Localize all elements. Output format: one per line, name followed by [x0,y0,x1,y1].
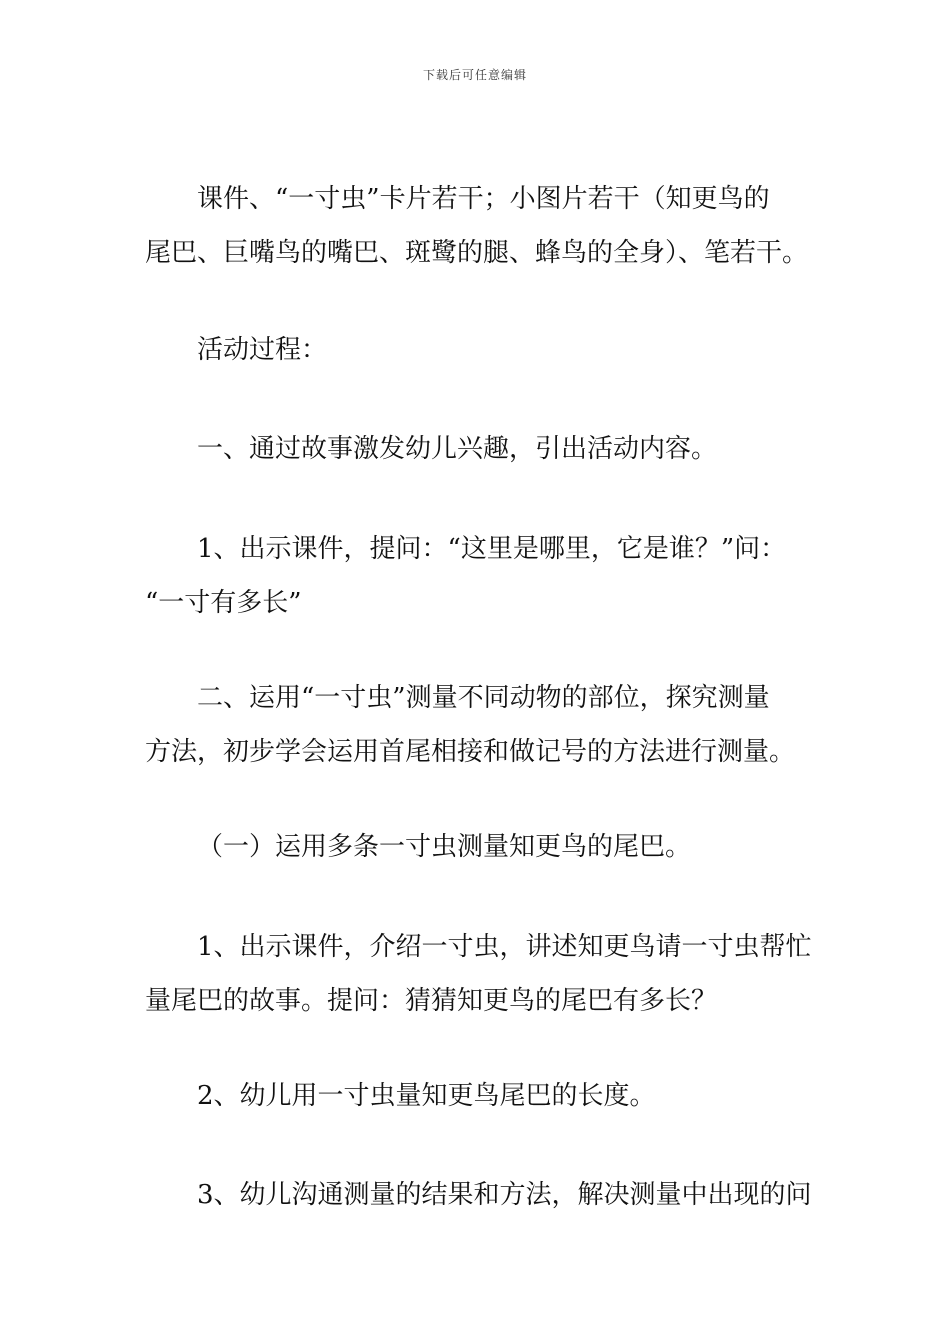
text-line: 量尾巴的故事。提问：猜猜知更鸟的尾巴有多长？ [145,986,718,1016]
paragraph-activity-process [145,323,810,377]
section-heading: 活动过程： [197,335,328,365]
text-line: 方法，初步学会运用首尾相接和做记号的方法进行测量。 [145,737,796,767]
text-line: 2、幼儿用一寸虫量知更鸟尾巴的长度。 [197,1081,656,1111]
text-line: 尾巴、巨嘴鸟的嘴巴、斑鹭的腿、蜂鸟的全身）、笔若干。 [145,238,809,268]
paragraph-sub-step-3 [145,1168,810,1222]
paragraph-step-1 [145,522,810,630]
paragraph-sub-step-1 [145,920,810,1028]
text-line: 1、出示课件，提问：“这里是哪里，它是谁？”问： [197,534,787,564]
text-line: 1、出示课件，介绍一寸虫，讲述知更鸟请一寸虫帮忙 [197,932,812,962]
subsection-heading: （一）运用多条一寸虫测量知更鸟的尾巴。 [197,832,692,862]
text-line: “一寸有多长” [145,588,302,618]
text-line: 3、幼儿沟通测量的结果和方法，解决测量中出现的问 [197,1180,812,1210]
paragraph-section-one [145,422,810,476]
paragraph-materials [145,172,810,280]
text-line: 课件、“一寸虫”卡片若干；小图片若干（知更鸟的 [197,184,770,214]
paragraph-sub-step-2 [145,1069,810,1123]
page-header: 下载后可任意编辑 [422,68,527,82]
section-heading: 一、通过故事激发幼儿兴趣，引出活动内容。 [197,434,718,464]
section-heading: 二、运用“一寸虫”测量不同动物的部位，探究测量 [197,683,770,713]
paragraph-section-two [145,671,810,779]
paragraph-subsection-one [145,820,810,874]
